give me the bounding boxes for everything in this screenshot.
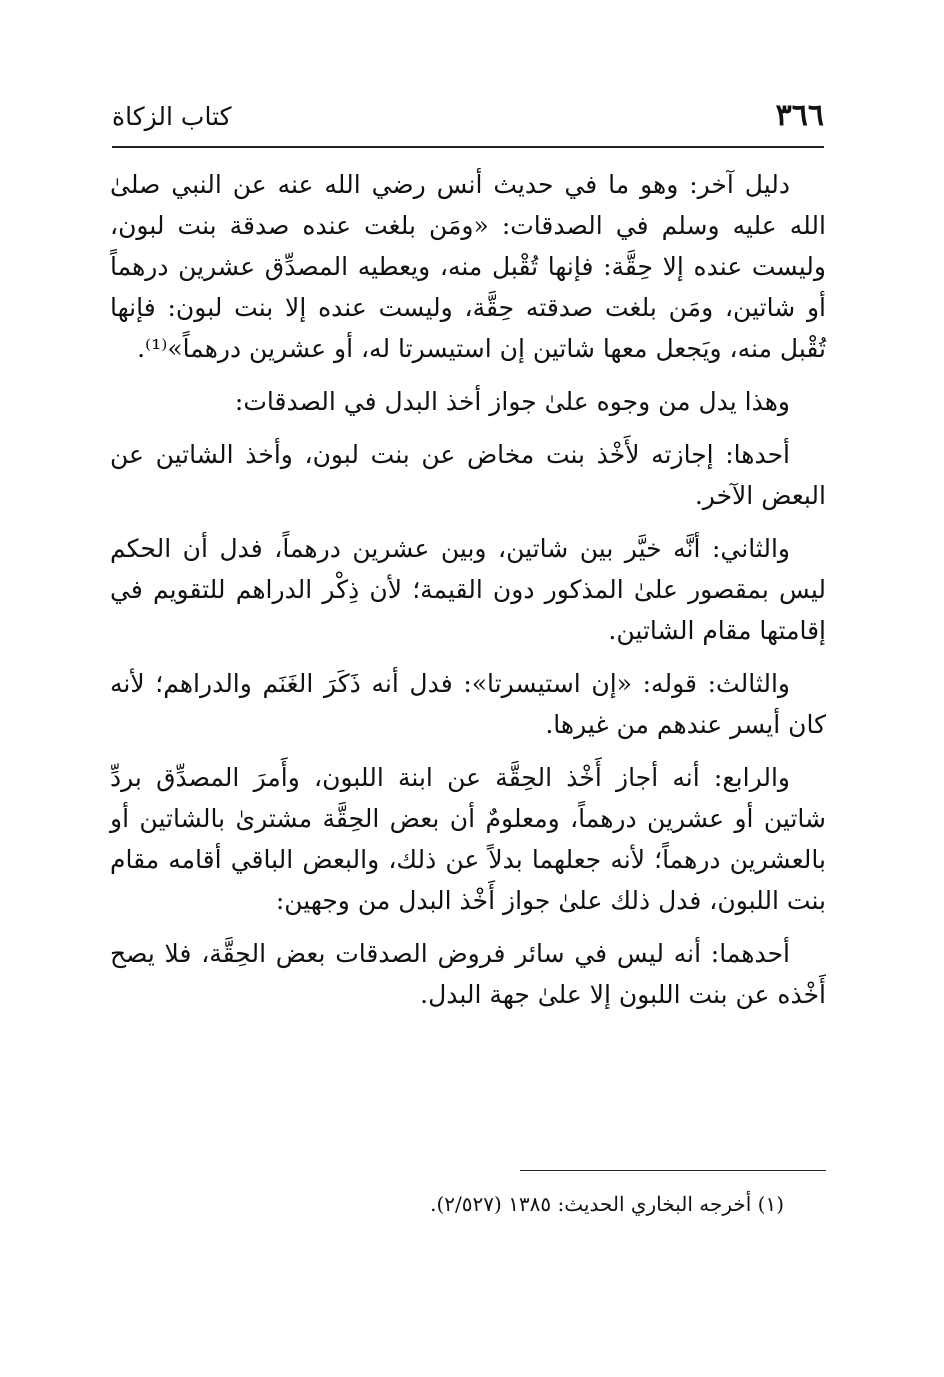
paragraph-5: والثالث: قوله: «إن استيسرتا»: فدل أنه ذَكَرَ الغَنَم والدراهم؛ لأنه كان أيسر عندهم من غيرها.	[110, 669, 826, 739]
paragraph-4: والثاني: أنَّه خيَّر بين شاتين، وبين عشرين درهماً، فدل أن الحكم ليس بمقصور علىٰ المذكور دون القيمة؛ لأن ذِكْر الدراهم للتقويم في إقامتها مقام الشاتين.	[110, 534, 826, 645]
paragraph-3: أحدها: إجازته لأَخْذ بنت مخاض عن بنت لبون، وأخذ الشاتين عن البعض الآخر.	[110, 440, 826, 510]
paragraph-2: وهذا يدل من وجوه علىٰ جواز أخذ البدل في الصدقات:	[234, 387, 790, 416]
running-title: كتاب الزكاة	[112, 102, 232, 131]
paragraph-6: والرابع: أنه أجاز أَخْذ الحِقَّة عن ابنة اللبون، وأَمرَ المصدِّق بردِّ شاتين أو عشرين درهماً، ومعلومٌ أن بعض الحِقَّة مشترىٰ بالشاتين أو بالعشرين درهماً؛ لأنه جعلهما بدلاً عن ذلك، والبعض الباقي أقامه مقام بنت اللبون، فدل ذلك علىٰ جواز أَخْذ البدل من وجهين:	[110, 763, 826, 915]
paragraph-7: أحدهما: أنه ليس في سائر فروض الصدقات بعض الحِقَّة، فلا يصح أَخْذه عن بنت اللبون إلا علىٰ جهة البدل.	[110, 939, 826, 1009]
header-divider	[112, 146, 824, 148]
footnote: (١) أخرجه البخاري الحديث: ١٣٨٥ (٢/٥٢٧).	[430, 1192, 784, 1216]
paragraph-1: دليل آخر: وهو ما في حديث أنس رضي الله عنه عن النبي صلىٰ الله عليه وسلم في الصدقات: «ومَن بلغت عنده صدقة بنت لبون، وليست عنده إلا حِقَّة: فإنها تُقْبل منه، ويعطيه المصدِّق عشرين درهماً أو شاتين، ومَن بلغت صدقته حِقَّة، وليست عنده إلا بنت لبون: فإنها تُقْبل منه، ويَجعل معها شاتين إن استيسرتا له، أو عشرين درهماً»⁽¹⁾.	[110, 170, 826, 363]
page-number: ٣٦٦	[775, 98, 824, 133]
footnote-divider	[520, 1170, 826, 1171]
page-header	[112, 96, 824, 146]
main-text	[110, 164, 826, 1027]
